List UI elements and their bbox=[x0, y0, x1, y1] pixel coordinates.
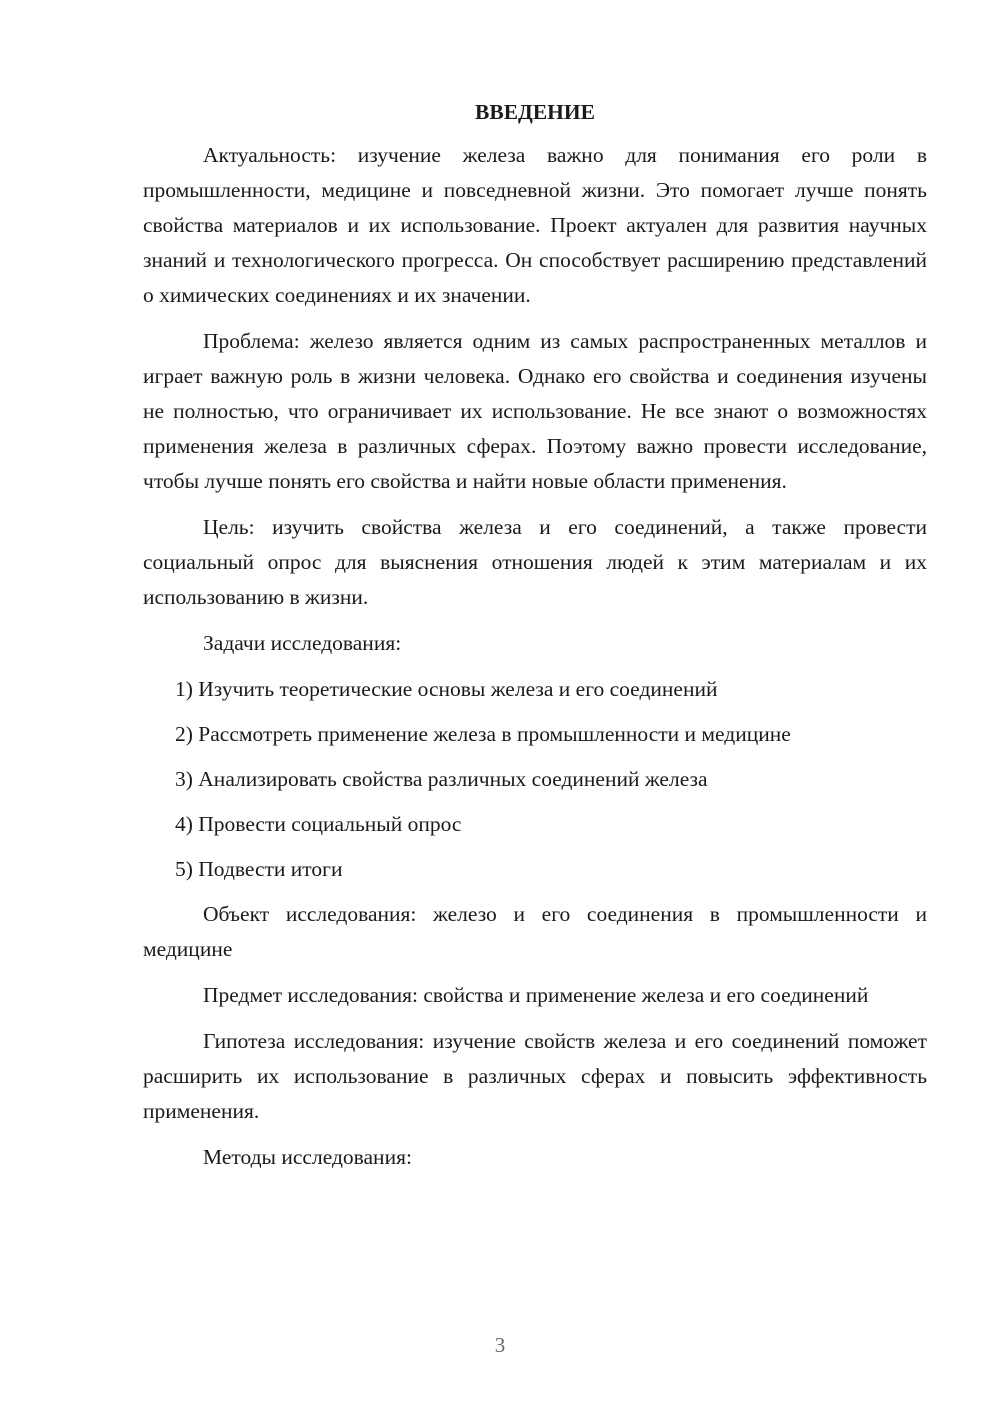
relevance-paragraph: Актуальность: изучение железа важно для понимания его роли в промышленности, медицине и повседневной жизни. Это помогает лучше понять свойства материалов и их использование. Проект актуален для развития научных знаний и технологического прогресса. Он способствует расширению представлений о химических соединениях и их значении. bbox=[143, 143, 927, 307]
list-item: 2) Рассмотреть применение железа в промышленности и медицине bbox=[175, 722, 791, 746]
document-page bbox=[143, 96, 927, 1186]
hypothesis-paragraph: Гипотеза исследования: изучение свойств железа и его соединений поможет расширить их использование в различных сферах и повысить эффективность применения. bbox=[143, 1029, 927, 1123]
list-item: 4) Провести социальный опрос bbox=[175, 812, 462, 836]
page-title: ВВЕДЕНИЕ bbox=[475, 100, 595, 124]
subject-paragraph: Предмет исследования: свойства и применение железа и его соединений bbox=[203, 983, 869, 1007]
methods-heading: Методы исследования: bbox=[203, 1145, 412, 1169]
list-item: 3) Анализировать свойства различных соединений железа bbox=[175, 767, 708, 791]
goal-paragraph: Цель: изучить свойства железа и его соединений, а также провести социальный опрос для выяснения отношения людей к этим материалам и их использованию в жизни. bbox=[143, 515, 927, 609]
list-item: 5) Подвести итоги bbox=[175, 857, 343, 881]
tasks-list bbox=[143, 672, 927, 887]
list-item: 1) Изучить теоретические основы железа и его соединений bbox=[175, 677, 718, 701]
tasks-heading: Задачи исследования: bbox=[203, 631, 402, 655]
object-paragraph: Объект исследования: железо и его соединения в промышленности и медицине bbox=[143, 902, 927, 961]
page-number: 3 bbox=[494, 1333, 506, 1357]
problem-paragraph: Проблема: железо является одним из самых распространенных металлов и играет важную роль в жизни человека. Однако его свойства и соединения изучены не полностью, что ограничивает их использование. Не все знают о возможностях применения железа в различных сферах. Поэтому важно провести исследование, чтобы лучше понять его свойства и найти новые области применения. bbox=[143, 329, 927, 493]
